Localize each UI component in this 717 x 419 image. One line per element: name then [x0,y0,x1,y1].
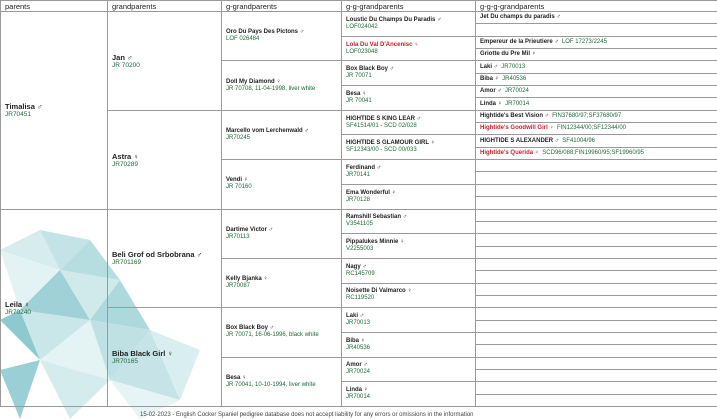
grandparent-registration: JR701169 [112,259,142,267]
g-grandparent-cell [222,160,342,209]
gg-grandparent-registration: RC119520 [346,295,375,302]
parent-registration: JR70240 [5,308,32,316]
gg-grandparent-name[interactable]: Linda ♀ [346,387,369,394]
gg-grandparent-cell [342,357,476,382]
g-grandparent-registration: JR70087 [226,283,251,290]
gg-grandparent-name[interactable]: Amor ♂ [346,362,368,369]
ggg-grandparent-registration: JR70013 [501,63,526,70]
ggg-grandparent-cell [476,98,717,110]
ggg-grandparent-cell [476,160,717,172]
ggg-grandparent-registration: JR40536 [502,75,527,82]
g-grandparent-name[interactable]: Dartime Victor ♂ [226,226,274,233]
gg-grandparent-cell [342,36,476,61]
grandparent-name[interactable]: Beli Grof od Srbobrana ♂ [112,250,203,260]
g-grandparent-registration: JR70113 [226,233,250,240]
grandparent-cell [108,110,222,209]
ggg-grandparent-cell [476,357,717,369]
g-grandparent-registration: JR 70041, 10-10-1994, liver white [226,381,316,388]
ggg-grandparent-cell [476,135,717,147]
gg-grandparent-cell [342,332,476,357]
gg-grandparent-registration: V3541105 [346,221,373,228]
pedigree-body [1,12,717,407]
ggg-grandparent-name[interactable]: Hightide's Best Vision ♂ [480,112,550,119]
ggg-grandparent-name[interactable]: Laki ♂ [480,63,499,70]
ggg-grandparent-registration: JR70014 [505,100,530,107]
ggg-grandparent-cell [476,73,717,85]
gg-grandparent-name[interactable]: Box Black Boy ♂ [346,66,395,73]
gg-grandparent-registration: LOF023048 [346,48,378,55]
ggg-grandparent-registration: FIN12344/00;SF12344/00 [556,125,626,132]
ggg-grandparent-cell [476,308,717,320]
gg-grandparent-cell [342,258,476,283]
gg-grandparent-registration: JR 70041 [346,97,372,104]
gg-grandparent-name[interactable]: Ema Wonderful ♀ [346,189,397,196]
ggg-grandparent-cell [476,394,717,406]
parent-registration: JR70451 [5,111,32,119]
gg-grandparent-cell [342,308,476,333]
ggg-grandparent-cell [476,36,717,48]
footer-disclaimer: 15-02-2023 - English Cocker Spaniel pedigree database does not accept liability for any errors or omissions in the information [140,412,474,418]
ggg-grandparent-cell [476,320,717,332]
gg-grandparent-name[interactable]: Nagy ♂ [346,263,367,270]
ggg-grandparent-cell [476,184,717,196]
g-grandparent-cell [222,61,342,110]
gg-grandparent-name[interactable]: Lola Du Val D'Ancenisc ♀ [346,41,419,48]
g-grandparent-cell [222,12,342,61]
ggg-grandparent-name[interactable]: HIGHTIDE S ALEXANDER ♂ [480,137,560,144]
grandparent-cell [108,209,222,308]
ggg-grandparent-cell [476,209,717,221]
gg-grandparent-registration: JR70013 [346,320,371,327]
header-parents: parents [1,1,108,12]
g-grandparent-registration: JR70245 [226,134,251,141]
g-grandparent-cell [222,209,342,258]
ggg-grandparent-cell [476,345,717,357]
g-grandparent-cell [222,357,342,406]
ggg-grandparent-cell [476,110,717,122]
header-g-grandparents: g-grandparents [222,1,342,12]
grandparent-registration: JR70165 [112,358,139,366]
g-grandparent-cell [222,258,342,307]
ggg-grandparent-cell [476,61,717,73]
gg-grandparent-registration: JR 70071 [346,73,372,80]
ggg-grandparent-name[interactable]: Griotte du Pre Mil ♀ [480,51,537,58]
ggg-grandparent-cell [476,86,717,98]
ggg-grandparent-cell [476,12,717,24]
ggg-grandparent-name[interactable]: Hightide's Querida ♀ [480,149,540,156]
gg-grandparent-name[interactable]: Ramshill Sebastian ♂ [346,214,408,221]
gg-grandparent-cell [342,184,476,209]
gg-grandparent-registration: SF12343/00 - SCD 00/033 [346,147,417,154]
pedigree-row [1,209,717,221]
gg-grandparent-cell [342,12,476,37]
grandparent-name[interactable]: Astra ♀ [112,151,139,161]
gg-grandparent-cell [342,86,476,111]
g-grandparent-name[interactable]: Oro Du Pays Des Pictons ♂ [226,29,305,36]
ggg-grandparent-cell [476,24,717,36]
gg-grandparent-registration: RC145709 [346,270,375,277]
ggg-grandparent-registration: SCD96/088;FIN19960/95;SF19960/95 [542,149,645,156]
gg-grandparent-cell [342,110,476,135]
ggg-grandparent-cell [476,172,717,184]
gg-grandparent-name[interactable]: Laki ♂ [346,313,365,320]
ggg-grandparent-name[interactable]: Empereur de la Prieutiere ♂ [480,38,559,45]
g-grandparent-name[interactable]: Marcello vom Lerchenwald ♂ [226,127,309,134]
pedigree-row [1,12,717,24]
gg-grandparent-registration: JR70128 [346,196,371,203]
header-gg-grandparents: g-g-grandparents [342,1,476,12]
gg-grandparent-name[interactable]: Noisette Di Valmarco ♀ [346,288,412,295]
gg-grandparent-cell [342,135,476,160]
ggg-grandparent-cell [476,295,717,307]
gg-grandparent-cell [342,160,476,185]
gg-grandparent-registration: JR70014 [346,394,371,401]
gg-grandparent-cell [342,234,476,259]
g-grandparent-registration: JR 70708, 11-04-1998, liver white [226,85,316,92]
g-grandparent-cell [222,308,342,357]
ggg-grandparent-name[interactable]: Amor ♂ [480,88,502,95]
ggg-grandparent-name[interactable]: Linda ♀ [480,100,503,107]
parent-cell [1,12,108,210]
gg-grandparent-name[interactable]: Biba ♀ [346,337,366,344]
gg-grandparent-registration: SF41514/01 - SCD 02/028 [346,122,417,129]
ggg-grandparent-cell [476,246,717,258]
header-grandparents: grandparents [108,1,222,12]
grandparent-registration: JR 70200 [112,61,140,69]
g-grandparent-registration: LOF 026484 [226,36,260,43]
g-grandparent-name[interactable]: Vendi ♀ [226,177,249,184]
ggg-grandparent-name[interactable]: Hightide's Goodwill Girl ♀ [480,125,554,132]
ggg-grandparent-cell [476,123,717,135]
parent-name[interactable]: Leila ♀ [5,299,30,309]
gg-grandparent-registration: JR40536 [346,344,371,351]
parent-name[interactable]: Timalisa ♂ [5,102,43,112]
ggg-grandparent-registration: JR70024 [504,88,529,95]
pedigree-row [1,110,717,122]
g-grandparent-name[interactable]: Kelly Bjanka ♀ [226,276,268,283]
gg-grandparent-name[interactable]: Loustic Du Champs Du Paradis ♂ [346,16,442,23]
gg-grandparent-cell [342,61,476,86]
header-ggg-grandparents: g-g-g-grandparents [476,1,717,12]
gg-grandparent-name[interactable]: Ferdinand ♂ [346,164,382,171]
ggg-grandparent-name[interactable]: Jet Du champs du paradis ♂ [480,14,561,21]
gg-grandparent-registration: V2255003 [346,246,374,253]
ggg-grandparent-cell [476,283,717,295]
ggg-grandparent-cell [476,147,717,159]
ggg-grandparent-cell [476,382,717,394]
gg-grandparent-cell [342,283,476,308]
header-row [1,1,717,12]
ggg-grandparent-cell [476,49,717,61]
gg-grandparent-name[interactable]: HIGHTIDE S GLAMOUR GIRL ♀ [346,140,436,147]
g-grandparent-name[interactable]: Box Black Boy ♂ [226,325,275,332]
ggg-grandparent-cell [476,332,717,344]
gg-grandparent-cell [342,382,476,407]
gg-grandparent-registration: LOF024042 [346,23,378,30]
gg-grandparent-cell [342,209,476,234]
ggg-grandparent-cell [476,234,717,246]
ggg-grandparent-cell [476,197,717,209]
gg-grandparent-name[interactable]: Pippalukes Minnie ♀ [346,239,405,246]
g-grandparent-registration: JR 70071, 16-06-1996, black white [226,332,319,339]
ggg-grandparent-registration: SF41004/96 [562,137,595,144]
ggg-grandparent-name[interactable]: Biba ♀ [480,75,500,82]
gg-grandparent-registration: JR70024 [346,369,371,376]
grandparent-name[interactable]: Jan ♂ [112,52,133,62]
grandparent-cell [108,12,222,111]
gg-grandparent-name[interactable]: HIGHTIDE S KING LEAR ♂ [346,115,422,122]
g-grandparent-name[interactable]: Doll My Diamond ♀ [226,78,281,85]
g-grandparent-registration: JR 70160 [226,184,252,191]
gg-grandparent-registration: JR70141 [346,171,371,178]
ggg-grandparent-cell [476,369,717,381]
gg-grandparent-name[interactable]: Besa ♀ [346,90,367,97]
ggg-grandparent-cell [476,221,717,233]
grandparent-name[interactable]: Biba Black Girl ♀ [112,349,174,359]
ggg-grandparent-cell [476,271,717,283]
g-grandparent-cell [222,110,342,159]
ggg-grandparent-cell [476,258,717,270]
pedigree-row [1,308,717,320]
parent-cell [1,209,108,407]
grandparent-cell [108,308,222,407]
g-grandparent-name[interactable]: Besa ♀ [226,374,247,381]
ggg-grandparent-registration: LOF 17273/2245 [561,38,607,45]
ggg-grandparent-registration: FIN37680/97;SF37680/97 [552,112,622,119]
grandparent-registration: JR70289 [112,160,139,168]
